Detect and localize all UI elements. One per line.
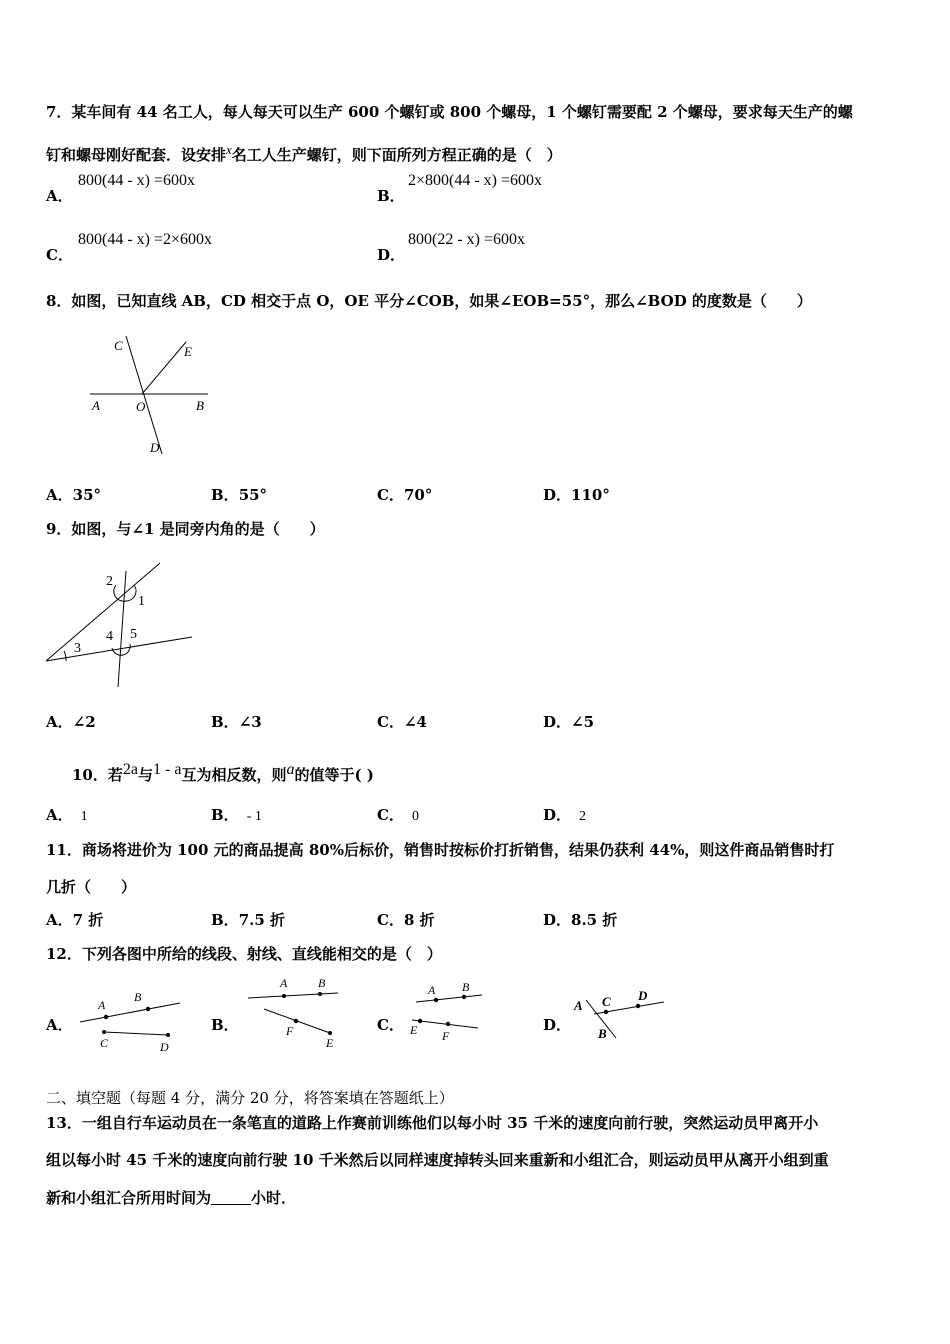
q10-option-a-value: 1 <box>80 809 88 824</box>
q12a-point-d <box>166 1033 170 1037</box>
q11-option-b[interactable] <box>211 910 285 930</box>
q12b-label-b: B <box>318 976 326 990</box>
q10-option-c-label: C． <box>377 806 404 824</box>
q12-option-c[interactable] <box>377 1015 404 1035</box>
q8-text: 8．如图，已知直线 AB，CD 相交于点 O，OE 平分∠COB，如果∠EOB=55°，那么∠BOD 的度数是（ ） <box>46 292 812 310</box>
q12a-segment-cd <box>104 1032 168 1035</box>
q8-label-e: E <box>184 344 192 359</box>
q12b-point-b <box>318 992 322 996</box>
q7-line2b: 名工人生产螺钉，则下面所列方程正确的是（ ） <box>231 146 562 164</box>
q10-var: a <box>286 761 295 778</box>
q8-option-c-label: C． <box>377 486 404 504</box>
q12a-point-b <box>146 1007 150 1011</box>
q11-line1: 11．商场将进价为 100 元的商品提高 80%后标价，销售时按标价打折销售，结果仍获利 44%，则这件商品销售时打 <box>46 841 835 859</box>
q12d-point-d <box>636 1004 640 1008</box>
q13-line2: 组以每小时 45 千米的速度向前行驶 10 千米然后以同样速度掉转头回来重新和小组汇合，则运动员甲从离开小组到重 <box>46 1151 829 1169</box>
q13-line3a: 新和小组汇合所用时间为 <box>46 1189 212 1207</box>
q12a-point-c <box>102 1030 106 1034</box>
q9-option-b-value: ∠3 <box>238 713 262 731</box>
q9-option-d[interactable] <box>543 712 594 732</box>
q7-option-b-label: B． <box>377 187 405 205</box>
q9-option-b-label: B． <box>211 713 239 731</box>
q7-line2 <box>46 140 562 165</box>
q9-option-c-value: ∠4 <box>403 713 427 731</box>
q12c-point-b <box>462 995 466 999</box>
q8-option-b[interactable] <box>211 485 267 505</box>
q12d-label-a: A <box>574 998 583 1013</box>
q10-option-b[interactable] <box>211 805 262 827</box>
q8-label-c: C <box>114 338 123 353</box>
q12a-label-c: C <box>100 1036 109 1050</box>
q8-option-b-value: 55° <box>238 486 268 504</box>
q11-option-a[interactable] <box>46 910 103 930</box>
q7-var: x <box>226 142 232 157</box>
q12d-label-d: D <box>638 988 648 1003</box>
q12b-label-f: F <box>286 1024 294 1038</box>
q10-option-b-value: - 1 <box>246 809 262 824</box>
q9-option-a-value: ∠2 <box>72 713 96 731</box>
q13-line1: 13．一组自行车运动员在一条笔直的道路上作赛前训练他们以每小时 35 千米的速度向前行驶，突然运动员甲离开小 <box>46 1114 819 1132</box>
q12-text: 12．下列各图中所给的线段、射线、直线能相交的是（ ） <box>46 945 442 963</box>
q11-option-c-value: 8 折 <box>403 911 435 929</box>
q10-mid2: 互为相反数，则 <box>181 766 287 784</box>
q8-ray-oe <box>142 342 186 394</box>
q11-option-b-value: 7.5 折 <box>238 911 286 929</box>
q7-line1: 7．某车间有 44 名工人，每人每天可以生产 600 个螺钉或 800 个螺母，1 个螺钉需要配 2 个螺母，要求每天生产的螺 <box>46 103 853 121</box>
q13-answer-blank[interactable] <box>211 1190 251 1205</box>
q12c-label-b: B <box>462 980 470 994</box>
q11-option-a-value: 7 折 <box>72 911 104 929</box>
q8-option-a-label: A． <box>46 486 73 504</box>
q12d-label-c: C <box>602 994 611 1009</box>
q9-label-1: 1 <box>138 594 145 609</box>
q12b-point-a <box>282 994 286 998</box>
q8-option-d[interactable] <box>543 485 610 505</box>
q8-line-cd <box>126 336 162 454</box>
q12d-label-b: B <box>598 1026 607 1041</box>
q10-text <box>72 760 374 785</box>
q8-option-a[interactable] <box>46 485 101 505</box>
q12c-point-f <box>446 1022 450 1026</box>
q12b-point-f <box>294 1019 298 1023</box>
q11-option-b-label: B． <box>211 911 239 929</box>
q7-option-a-eq: 800(44 - x) =600x <box>78 172 196 189</box>
q9-figure <box>40 555 200 695</box>
q11-option-d[interactable] <box>543 910 617 930</box>
q12b-label-e: E <box>326 1036 334 1050</box>
q7-option-b[interactable] <box>377 186 405 206</box>
q7-option-c[interactable] <box>46 245 73 265</box>
section2-heading: 二、填空题（每题 4 分，满分 20 分，将答案填在答题纸上） <box>46 1089 454 1107</box>
q12c-label-e: E <box>410 1023 418 1037</box>
q7-option-d[interactable] <box>377 245 405 265</box>
q8-option-c-value: 70° <box>403 486 433 504</box>
q12c-point-a <box>434 998 438 1002</box>
q12-option-c-label: C． <box>377 1016 404 1034</box>
q7-option-c-label: C． <box>46 246 73 264</box>
q10-mid: 与 <box>137 766 153 784</box>
q10-option-a[interactable] <box>46 805 88 827</box>
q10-expr2: 1 - a <box>153 761 182 778</box>
q13-line3b: 小时． <box>251 1189 297 1207</box>
q10-option-d-label: D． <box>543 806 572 824</box>
q7-option-d-eq: 800(22 - x) =600x <box>408 231 526 248</box>
q12-option-d-label: D． <box>543 1016 572 1034</box>
q9-label-3: 3 <box>74 641 81 656</box>
q11-option-d-label: D． <box>543 911 572 929</box>
q12-figure-a <box>74 985 194 1055</box>
q8-label-d: D <box>150 440 160 455</box>
q12b-point-e <box>328 1031 332 1035</box>
q9-line-lower <box>46 637 192 661</box>
q9-line-vertical <box>118 571 126 687</box>
q8-label-a: A <box>92 398 100 413</box>
q8-figure <box>80 330 220 460</box>
q8-option-d-label: D． <box>543 486 572 504</box>
q10-option-c[interactable] <box>377 805 419 827</box>
q12b-line-ab <box>248 993 338 998</box>
q10-option-c-value: 0 <box>411 809 419 824</box>
q11-option-c[interactable] <box>377 910 435 930</box>
q8-option-a-value: 35° <box>72 486 102 504</box>
q9-option-c-label: C． <box>377 713 404 731</box>
q11-option-d-value: 8.5 折 <box>571 911 618 929</box>
q12a-line-ab <box>80 1003 180 1022</box>
q12-figure-b <box>240 975 350 1055</box>
q10-option-d-value: 2 <box>579 809 587 824</box>
q10-suffix: 的值等于( ) <box>294 766 374 784</box>
q7-option-c-eq: 800(44 - x) =2×600x <box>78 231 213 248</box>
q10-option-a-label: A． <box>46 806 73 824</box>
q12c-label-a: A <box>428 983 436 997</box>
q10-prefix: 10．若 <box>72 766 123 784</box>
q12c-point-e <box>418 1019 422 1023</box>
q12d-point-c <box>604 1010 608 1014</box>
q12a-label-a: A <box>98 998 106 1012</box>
q9-label-5: 5 <box>130 627 137 642</box>
q11-option-a-label: A． <box>46 911 73 929</box>
q9-label-2: 2 <box>106 574 113 589</box>
q8-label-o: O <box>136 399 146 414</box>
q7-option-a-label: A． <box>46 187 73 205</box>
q9-option-d-value: ∠5 <box>571 713 595 731</box>
q10-option-b-label: B． <box>211 806 239 824</box>
q12a-point-a <box>104 1015 108 1019</box>
q11-option-c-label: C． <box>377 911 404 929</box>
q12a-label-d: D <box>160 1040 169 1054</box>
q12a-label-b: B <box>134 990 142 1004</box>
q12c-line-ab <box>416 995 482 1002</box>
q9-option-a-label: A． <box>46 713 73 731</box>
q12-option-a-label: A． <box>46 1016 73 1034</box>
q10-option-d[interactable] <box>543 805 586 827</box>
q13-line3 <box>46 1188 296 1208</box>
q12-option-a[interactable] <box>46 1015 73 1035</box>
q9-transversal-upper <box>46 563 160 661</box>
q12-figure-c <box>402 980 492 1050</box>
q9-option-a[interactable] <box>46 712 96 732</box>
q12b-label-a: A <box>280 976 288 990</box>
q12-option-b[interactable] <box>211 1015 239 1035</box>
q8-label-b: B <box>196 398 204 413</box>
q12-option-b-label: B． <box>211 1016 239 1034</box>
q8-option-b-label: B． <box>211 486 239 504</box>
q9-option-c[interactable] <box>377 712 427 732</box>
q12-figure-d <box>568 978 678 1048</box>
q9-text: 9．如图，与∠1 是同旁内角的是（ ） <box>46 520 325 538</box>
q8-option-c[interactable] <box>377 485 432 505</box>
q7-option-d-label: D． <box>377 246 406 264</box>
q8-option-d-value: 110° <box>571 486 610 504</box>
q9-option-b[interactable] <box>211 712 262 732</box>
q9-arc-3 <box>64 651 66 661</box>
q12c-label-f: F <box>442 1029 450 1043</box>
q12-option-d[interactable] <box>543 1015 571 1035</box>
q9-option-d-label: D． <box>543 713 572 731</box>
q7-option-b-eq: 2×800(44 - x) =600x <box>408 172 543 189</box>
q7-option-a[interactable] <box>46 186 73 206</box>
q7-line2a: 钉和螺母刚好配套．设安排 <box>46 146 227 164</box>
q10-expr1: 2a <box>122 761 138 778</box>
q11-line2: 几折（ ） <box>46 878 137 896</box>
q9-label-4: 4 <box>106 629 113 644</box>
